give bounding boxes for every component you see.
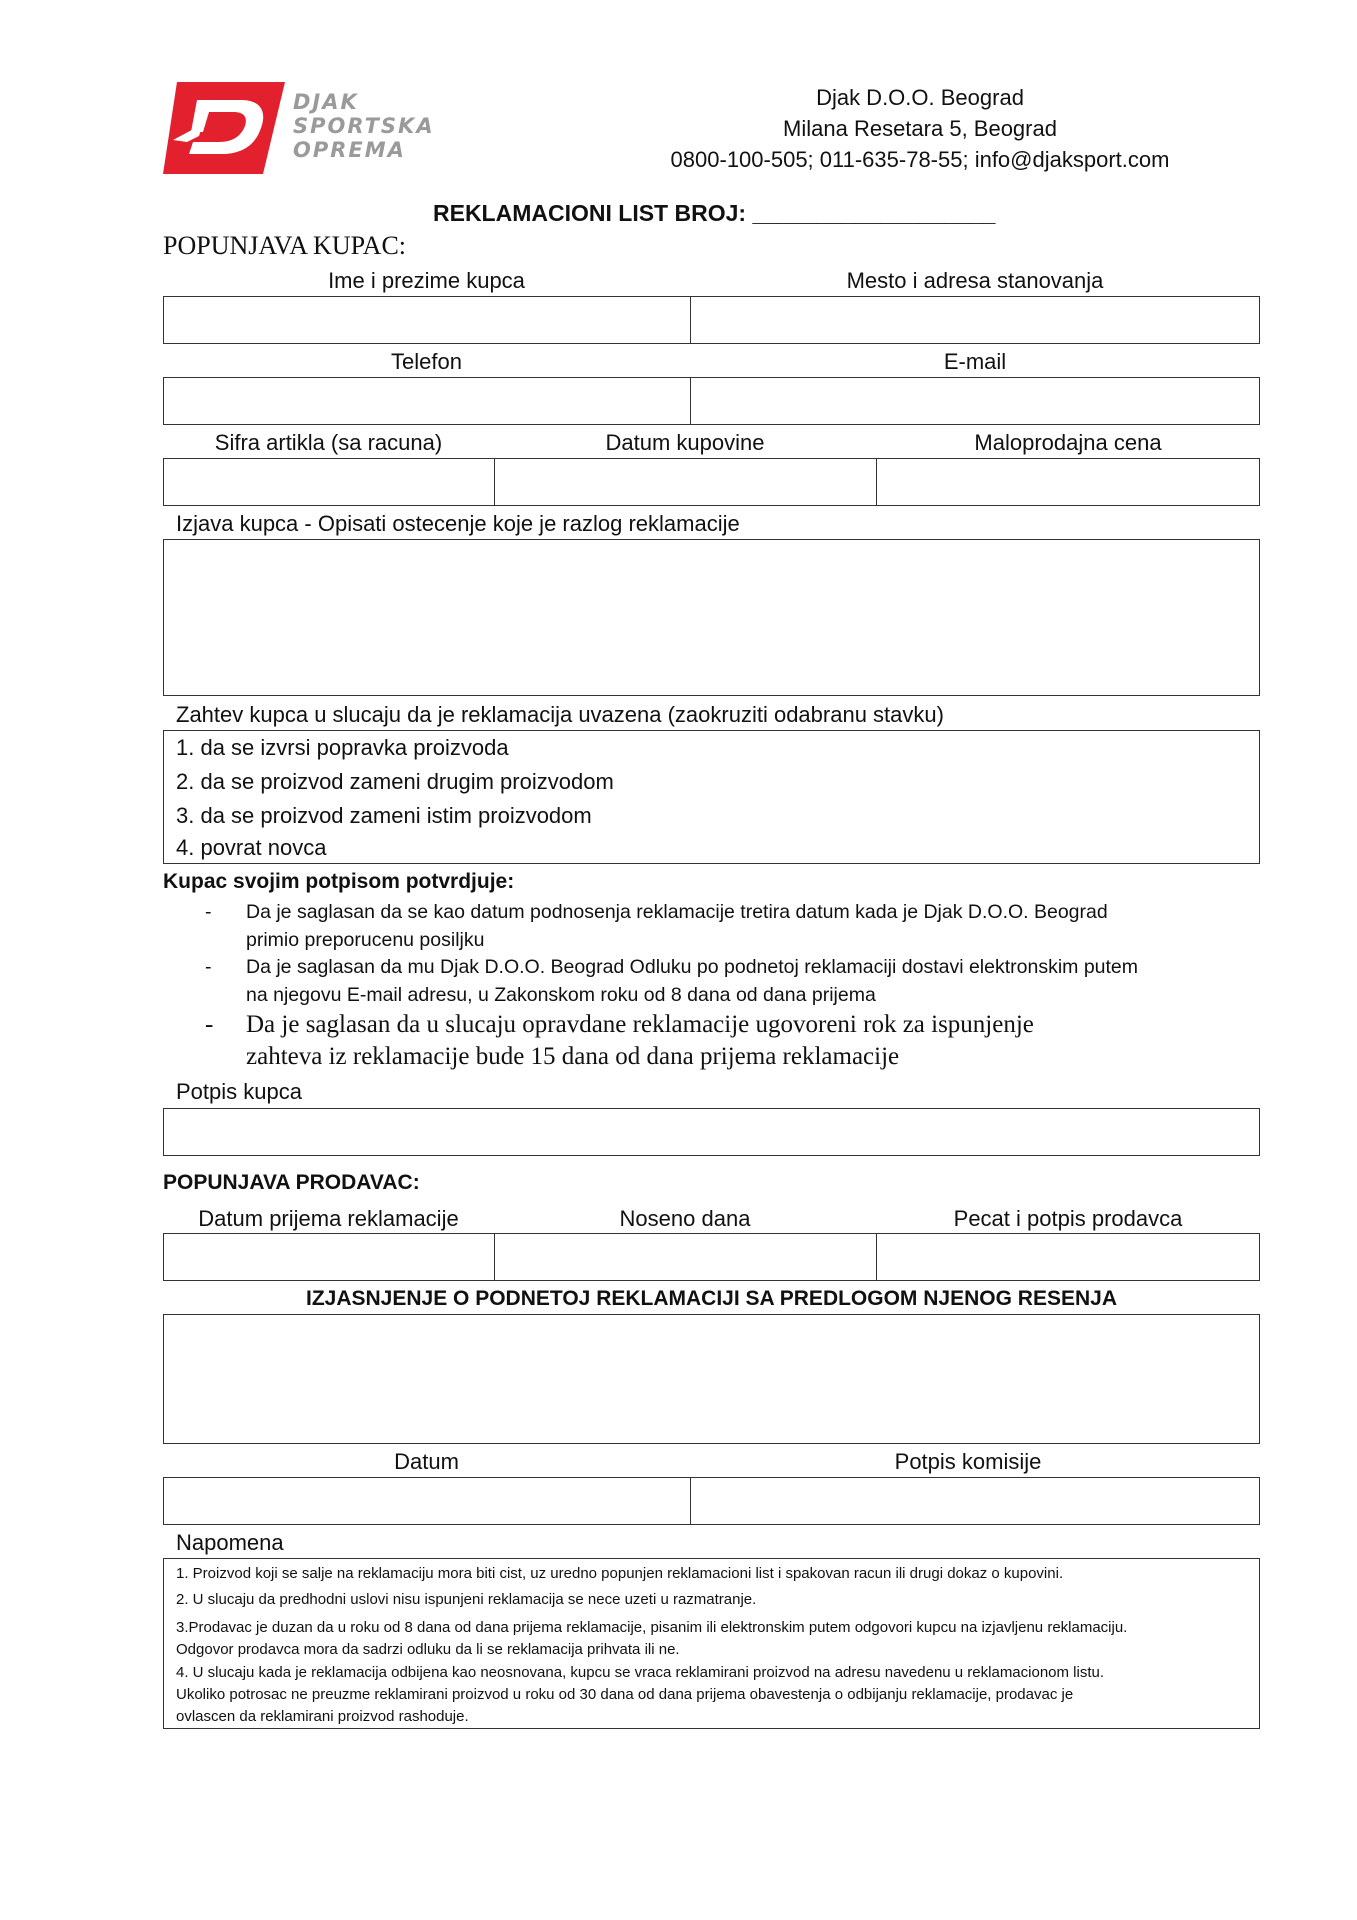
declaration-3-line-2: zahteva iz reklamacije bude 15 dana od dana prijema reklamacije	[246, 1043, 900, 1070]
email-field[interactable]	[692, 378, 1259, 424]
note-1: 1. Proizvod koji se salje na reklamaciju mora biti cist, uz uredno popunjen reklamacioni list i spakovan racun ili drugi dokaz o kupovini.	[176, 1565, 1064, 1582]
phone-label: Telefon	[391, 349, 462, 374]
declaration-2-dash: -	[205, 956, 212, 978]
receipt-date-label: Datum prijema reklamacije	[198, 1206, 459, 1231]
email-label: E-mail	[943, 349, 1007, 374]
seller-stamp-field[interactable]	[878, 1234, 1259, 1280]
company-info	[620, 82, 1220, 175]
retail-price-field[interactable]	[878, 459, 1259, 505]
declaration-3-line-1: Da je saglasan da u slucaju opravdane reklamacije ugovoreni rok za ispunjenje	[246, 1011, 1034, 1038]
logo-line-1: DJAK	[293, 90, 359, 114]
article-code-label: Sifra artikla (sa racuna)	[214, 430, 443, 455]
article-code-field[interactable]	[164, 459, 494, 505]
declaration-1-line-2: primio preporucenu posiljku	[246, 929, 485, 951]
declaration-1-dash: -	[205, 901, 212, 923]
purchase-date-label: Datum kupovine	[605, 430, 765, 455]
phone-field[interactable]	[164, 378, 691, 424]
declaration-3-dash: -	[205, 1011, 214, 1038]
customer-address-label: Mesto i adresa stanovanja	[846, 268, 1104, 293]
customer-section-heading: POPUNJAVA KUPAC:	[163, 231, 407, 260]
seller-section-heading: POPUNJAVA PRODAVAC:	[163, 1171, 420, 1194]
confirm-heading: Kupac svojim potpisom potvrdjuje:	[163, 870, 515, 893]
receipt-date-field[interactable]	[164, 1234, 494, 1280]
explanation-field[interactable]	[163, 1314, 1260, 1444]
company-name: Djak D.O.O. Beograd	[816, 85, 1024, 110]
note-6: Ukoliko potrosac ne preuzme reklamirani proizvod u roku od 30 dana od dana prijema obavestenja o odbijanju reklamacije, prodavac je	[176, 1686, 1074, 1703]
request-option-1[interactable]: 1. da se izvrsi popravka proizvoda	[176, 735, 509, 760]
note-label: Napomena	[176, 1530, 284, 1555]
explanation-title: IZJASNJENJE O PODNETOJ REKLAMACIJI SA PREDLOGOM NJENOG RESENJA	[306, 1287, 1117, 1310]
seller-stamp-label: Pecat i potpis prodavca	[953, 1206, 1183, 1231]
row1-fields	[163, 296, 1260, 344]
form-title: REKLAMACIONI LIST BROJ: ___________________	[433, 200, 996, 226]
request-option-2[interactable]: 2. da se proizvod zameni drugim proizvodom	[176, 769, 614, 794]
days-carried-field[interactable]	[496, 1234, 876, 1280]
logo-line-2: SPORTSKA	[293, 114, 435, 138]
declaration-2-line-1: Da je saglasan da mu Djak D.O.O. Beograd Odluku po podnetoj reklamaciji dostavi elektronskim putem	[246, 956, 1139, 978]
customer-signature-label: Potpis kupca	[176, 1079, 302, 1104]
row2-fields	[163, 377, 1260, 425]
notes-box	[163, 1558, 1260, 1729]
date-label: Datum	[394, 1449, 459, 1474]
customer-address-field[interactable]	[692, 297, 1259, 343]
declaration-1-line-1: Da je saglasan da se kao datum podnosenja reklamacije tretira datum kada je Djak D.O.O. Beograd	[246, 901, 1108, 923]
final-row-fields	[163, 1477, 1260, 1525]
request-option-3[interactable]: 3. da se proizvod zameni istim proizvodom	[176, 803, 592, 828]
days-carried-label: Noseno dana	[619, 1206, 751, 1231]
request-option-4[interactable]: 4. povrat novca	[176, 835, 327, 860]
statement-label: Izjava kupca - Opisati ostecenje koje je razlog reklamacije	[176, 511, 740, 536]
company-address: Milana Resetara 5, Beograd	[783, 116, 1057, 141]
seller-row-fields	[163, 1233, 1260, 1281]
customer-name-field[interactable]	[164, 297, 691, 343]
note-3: 3.Prodavac je duzan da u roku od 8 dana od dana prijema reklamacije, pisanim ili elektronskim putem odgovori kupcu na izjavljenu reklamaciju.	[176, 1619, 1128, 1636]
row3-fields	[163, 458, 1260, 506]
customer-signature-field[interactable]	[163, 1108, 1260, 1156]
note-4: Odgovor prodavca mora da sadrzi odluku da li se reklamacija prihvata ili ne.	[176, 1641, 680, 1658]
customer-name-label: Ime i prezime kupca	[328, 268, 525, 293]
request-label: Zahtev kupca u slucaju da je reklamacija uvazena (zaokruziti odabranu stavku)	[176, 702, 944, 727]
djak-logo-icon	[163, 82, 293, 174]
request-options-box	[163, 730, 1260, 864]
date-field[interactable]	[164, 1478, 691, 1524]
note-5: 4. U slucaju kada je reklamacija odbijena kao neosnovana, kupcu se vraca reklamirani proizvod na adresu navedenu u reklamacionom listu.	[176, 1664, 1105, 1681]
company-contact: 0800-100-505; 011-635-78-55; info@djaksport.com	[670, 147, 1170, 172]
note-7: ovlascen da reklamirani proizvod rashoduje.	[176, 1708, 469, 1725]
logo-text	[293, 90, 435, 162]
statement-field[interactable]	[163, 539, 1260, 696]
company-logo	[163, 82, 463, 174]
note-2: 2. U slucaju da predhodni uslovi nisu ispunjeni reklamacija se nece uzeti u razmatranje.	[176, 1591, 757, 1608]
declaration-2-line-2: na njegovu E-mail adresu, u Zakonskom roku od 8 dana od dana prijema	[246, 984, 876, 1006]
commission-signature-label: Potpis komisije	[894, 1449, 1042, 1474]
logo-line-3: OPREMA	[293, 138, 406, 162]
retail-price-label: Maloprodajna cena	[974, 430, 1162, 455]
purchase-date-field[interactable]	[496, 459, 876, 505]
commission-signature-field[interactable]	[692, 1478, 1259, 1524]
